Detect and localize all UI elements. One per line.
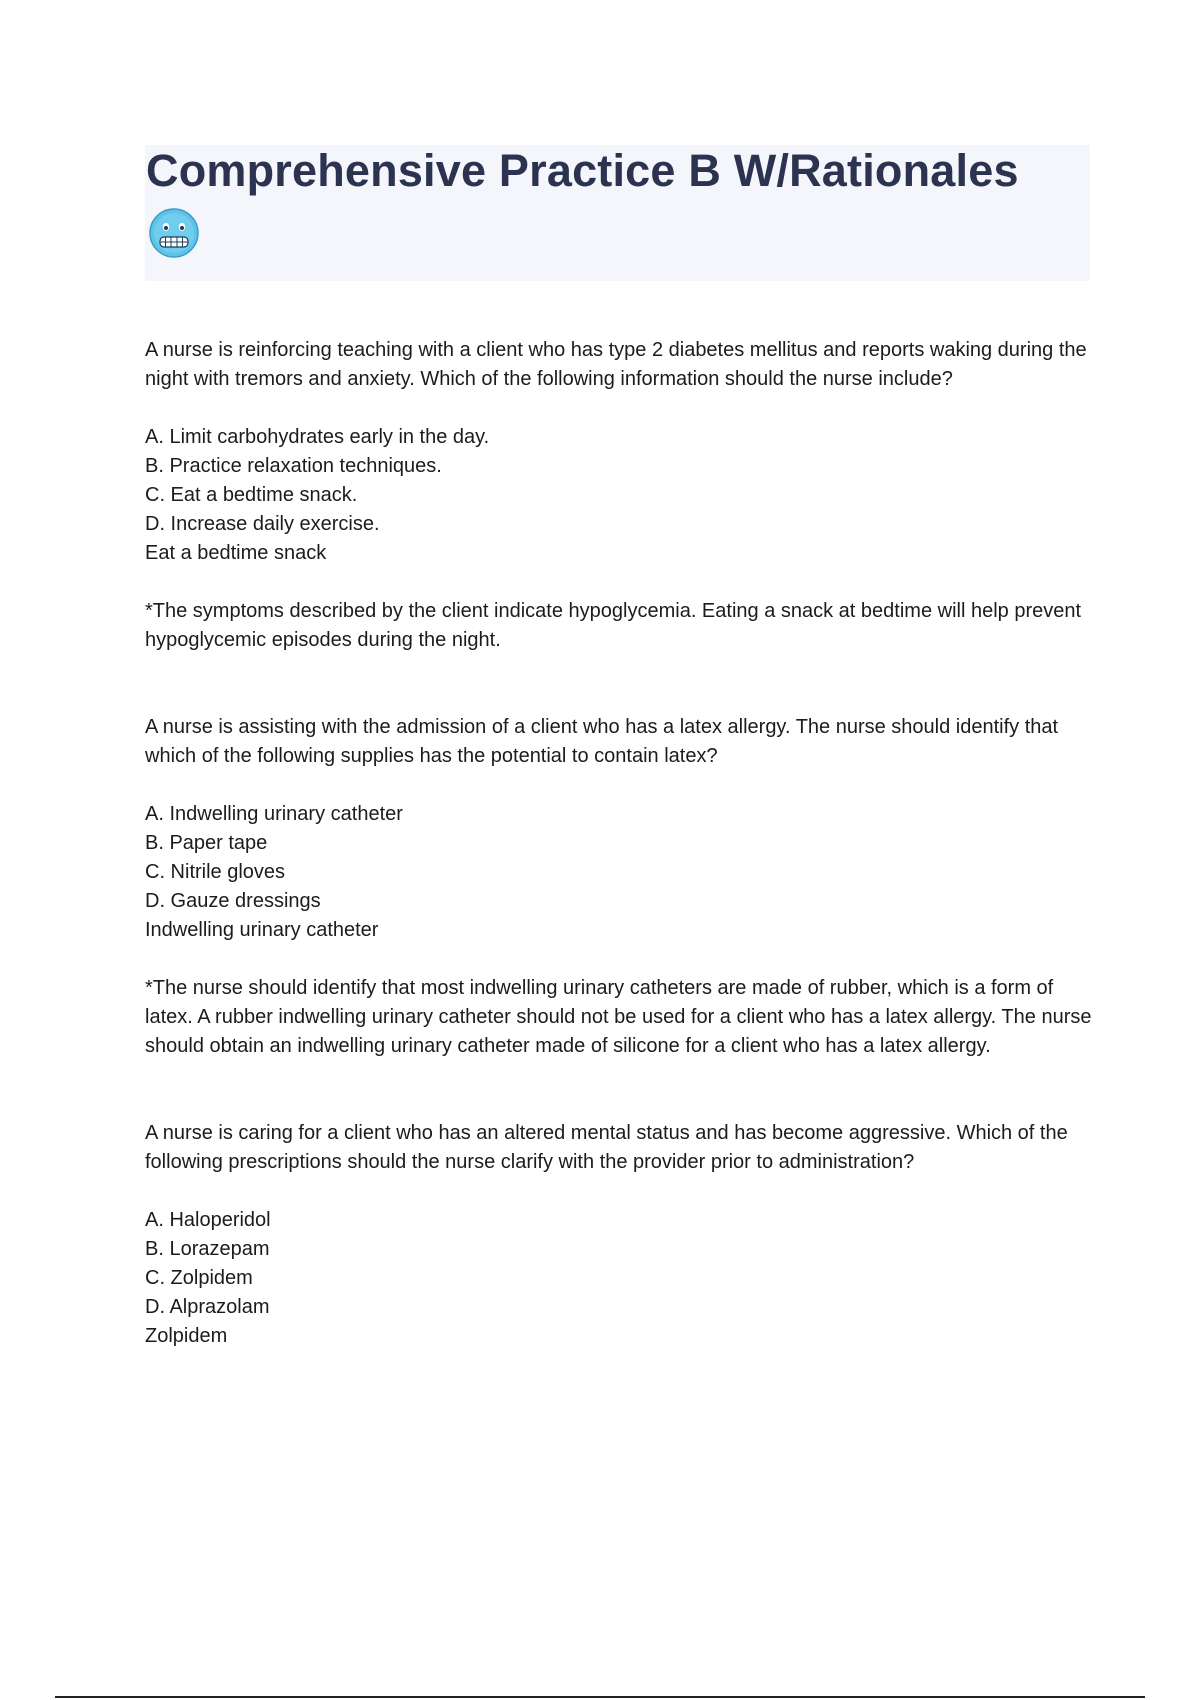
- correct-answer: Indwelling urinary catheter: [145, 919, 379, 941]
- answer-options: [145, 800, 1095, 916]
- footer-divider: [55, 1696, 1145, 1698]
- document-title: Comprehensive Practice B W/Rationales: [146, 145, 1019, 196]
- question-stem: A nurse is assisting with the admission of a client who has a latex allergy. The nurse should identify that which of the following supplies has the potential to contain latex?: [145, 716, 1059, 767]
- cold-face-emoji-icon: [148, 207, 200, 259]
- answer-options: [145, 1206, 1095, 1322]
- option-b: B. Lorazepam: [145, 1238, 270, 1260]
- questions-content: [145, 336, 1095, 1351]
- option-d: D. Gauze dressings: [145, 890, 321, 912]
- rationale: *The nurse should identify that most indwelling urinary catheters are made of rubber, which is a form of latex. A rubber indwelling urinary catheter should not be used for a client who has a latex allergy. The nurse should obtain an indwelling urinary catheter made of silicone for a client who has a latex allergy.: [145, 977, 1092, 1057]
- question-3: [145, 1119, 1095, 1351]
- title-block: [145, 145, 1090, 281]
- correct-answer: Zolpidem: [145, 1325, 228, 1347]
- option-d: D. Increase daily exercise.: [145, 513, 380, 535]
- option-c: C. Zolpidem: [145, 1267, 253, 1289]
- question-spacer: [145, 655, 1095, 713]
- answer-options: [145, 423, 1095, 539]
- option-a: A. Haloperidol: [145, 1209, 271, 1231]
- question-stem: A nurse is caring for a client who has an altered mental status and has become aggressive. Which of the following prescriptions should the nurse clarify with the provider prior to administration?: [145, 1122, 1068, 1173]
- question-spacer: [145, 1061, 1095, 1119]
- option-b: B. Paper tape: [145, 832, 268, 854]
- correct-answer: Eat a bedtime snack: [145, 542, 327, 564]
- option-a: A. Limit carbohydrates early in the day.: [145, 426, 490, 448]
- question-2: [145, 713, 1095, 1061]
- rationale: *The symptoms described by the client indicate hypoglycemia. Eating a snack at bedtime will help prevent hypoglycemic episodes during the night.: [145, 600, 1082, 651]
- option-d: D. Alprazolam: [145, 1296, 270, 1318]
- question-stem: A nurse is reinforcing teaching with a client who has type 2 diabetes mellitus and reports waking during the night with tremors and anxiety. Which of the following information should the nurse include?: [145, 339, 1087, 390]
- option-b: B. Practice relaxation techniques.: [145, 455, 442, 477]
- option-a: A. Indwelling urinary catheter: [145, 803, 403, 825]
- question-1: [145, 336, 1095, 655]
- option-c: C. Nitrile gloves: [145, 861, 286, 883]
- option-c: C. Eat a bedtime snack.: [145, 484, 358, 506]
